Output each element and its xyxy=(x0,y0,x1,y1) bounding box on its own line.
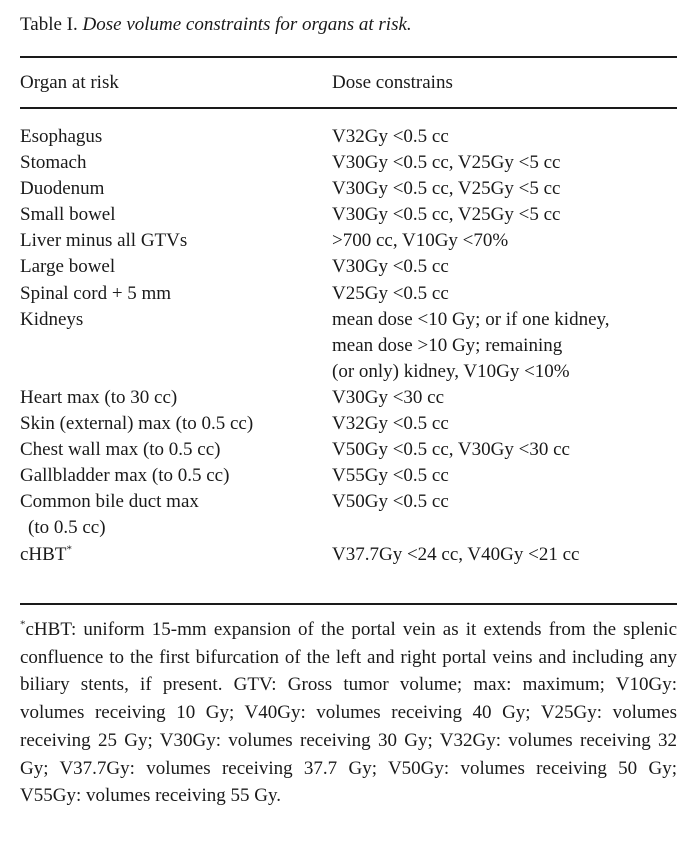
organ-cell xyxy=(20,281,332,307)
organ-cell xyxy=(20,228,332,254)
footnote-marker: * xyxy=(66,543,72,556)
dose-cell xyxy=(332,254,672,280)
organ-cell xyxy=(20,385,332,411)
organ-text xyxy=(20,542,332,568)
organ-text: Gallbladder max (to 0.5 cc) xyxy=(20,465,230,487)
footnote-text: cHBT: uniform 15-mm expansion of the portal vein as it extends from the splenic confluence to the first bifurcation of the left and right portal veins and including any biliary stents, if present. GTV: Gross tumor volume; max: maximum; V10Gy: volumes receiving 10 Gy; V40Gy: volumes receiving 40 Gy; V25Gy: volumes receiving 25 Gy; V30Gy: volumes receiving 30 Gy; V32Gy: volumes receiving 32 Gy; V37.7Gy: volumes receiving 37.7 Gy; V50Gy: volumes receiving 50 Gy; V55Gy: volumes receiving 55 Gy. xyxy=(20,619,677,807)
organ-name: cHBT xyxy=(20,543,67,565)
organ-text: Stomach xyxy=(20,152,87,174)
table-caption: Dose volume constraints for organs at risk. xyxy=(82,14,412,35)
dose-text: mean dose >10 Gy; remaining xyxy=(332,334,563,356)
organ-cell xyxy=(20,542,332,568)
organ-text: Duodenum xyxy=(20,178,105,200)
organ-cell xyxy=(20,489,332,541)
dose-text: V30Gy <0.5 cc, V25Gy <5 cc xyxy=(332,178,561,200)
table-row xyxy=(0,489,697,541)
table-row xyxy=(0,307,697,385)
organ-text: Small bowel xyxy=(20,204,116,226)
top-rule xyxy=(20,56,677,58)
organ-cell xyxy=(20,202,332,228)
dose-text: mean dose <10 Gy; or if one kidney, xyxy=(332,308,610,330)
dose-text: V25Gy <0.5 cc xyxy=(332,282,449,304)
table-title xyxy=(20,12,412,38)
dose-cell xyxy=(332,463,672,489)
dose-cell xyxy=(332,281,672,307)
organ-text: Common bile duct max xyxy=(20,491,199,513)
dose-cell xyxy=(332,202,672,228)
organ-cell xyxy=(20,411,332,437)
table-label: Table I. xyxy=(20,14,78,35)
dose-text: V30Gy <30 cc xyxy=(332,386,445,408)
organ-cell xyxy=(20,437,332,463)
table-row xyxy=(0,437,697,463)
dose-cell xyxy=(332,176,672,202)
organ-text: Spinal cord + 5 mm xyxy=(20,282,172,304)
organ-text: Skin (external) max (to 0.5 cc) xyxy=(20,413,254,435)
dose-text: V50Gy <0.5 cc, V30Gy <30 cc xyxy=(332,439,570,461)
dose-text: V50Gy <0.5 cc xyxy=(332,491,449,513)
organ-cell xyxy=(20,124,332,150)
organ-text: Heart max (to 30 cc) xyxy=(20,386,178,408)
dose-cell xyxy=(332,124,672,150)
dose-text: V30Gy <0.5 cc, V25Gy <5 cc xyxy=(332,204,561,226)
table-row xyxy=(0,176,697,202)
organ-cell xyxy=(20,254,332,280)
dose-cell xyxy=(332,228,672,254)
dose-cell xyxy=(332,542,672,568)
dose-cell xyxy=(332,385,672,411)
dose-text: V32Gy <0.5 cc xyxy=(332,413,449,435)
dose-text: V55Gy <0.5 cc xyxy=(332,465,449,487)
dose-cell xyxy=(332,489,672,515)
dose-cell xyxy=(332,150,672,176)
table-row xyxy=(0,254,697,280)
table-row xyxy=(0,385,697,411)
header-dose: Dose constrains xyxy=(332,72,453,93)
organ-text: Esophagus xyxy=(20,126,103,147)
footnote-marker: * xyxy=(20,618,26,631)
table-row xyxy=(0,202,697,228)
header-organ: Organ at risk xyxy=(20,72,119,93)
dose-cell xyxy=(332,307,672,385)
organ-cell xyxy=(20,150,332,176)
organ-text: Chest wall max (to 0.5 cc) xyxy=(20,439,221,461)
organ-text: (to 0.5 cc) xyxy=(28,517,106,539)
table-footnote xyxy=(20,616,677,810)
bottom-rule xyxy=(20,603,677,605)
organ-cell xyxy=(20,307,332,333)
organ-text: Kidneys xyxy=(20,308,84,330)
organ-cell xyxy=(20,176,332,202)
organ-text: Liver minus all GTVs xyxy=(20,230,188,252)
organ-text: Large bowel xyxy=(20,256,116,278)
dose-cell xyxy=(332,411,672,437)
table-row xyxy=(0,542,697,568)
table-row xyxy=(0,463,697,489)
dose-text: V30Gy <0.5 cc, V25Gy <5 cc xyxy=(332,152,561,174)
dose-text: V37.7Gy <24 cc, V40Gy <21 cc xyxy=(332,543,580,565)
table-row xyxy=(0,281,697,307)
table-row xyxy=(0,150,697,176)
table-row xyxy=(0,411,697,437)
table-row xyxy=(0,228,697,254)
table-row xyxy=(0,124,697,150)
table-body xyxy=(0,124,697,568)
dose-text: V32Gy <0.5 cc xyxy=(332,126,449,147)
organ-cell xyxy=(20,463,332,489)
dose-text: (or only) kidney, V10Gy <10% xyxy=(332,360,570,382)
dose-text: V30Gy <0.5 cc xyxy=(332,256,449,278)
dose-text: >700 cc, V10Gy <70% xyxy=(332,230,509,252)
header-rule xyxy=(20,107,677,109)
dose-cell xyxy=(332,437,672,463)
